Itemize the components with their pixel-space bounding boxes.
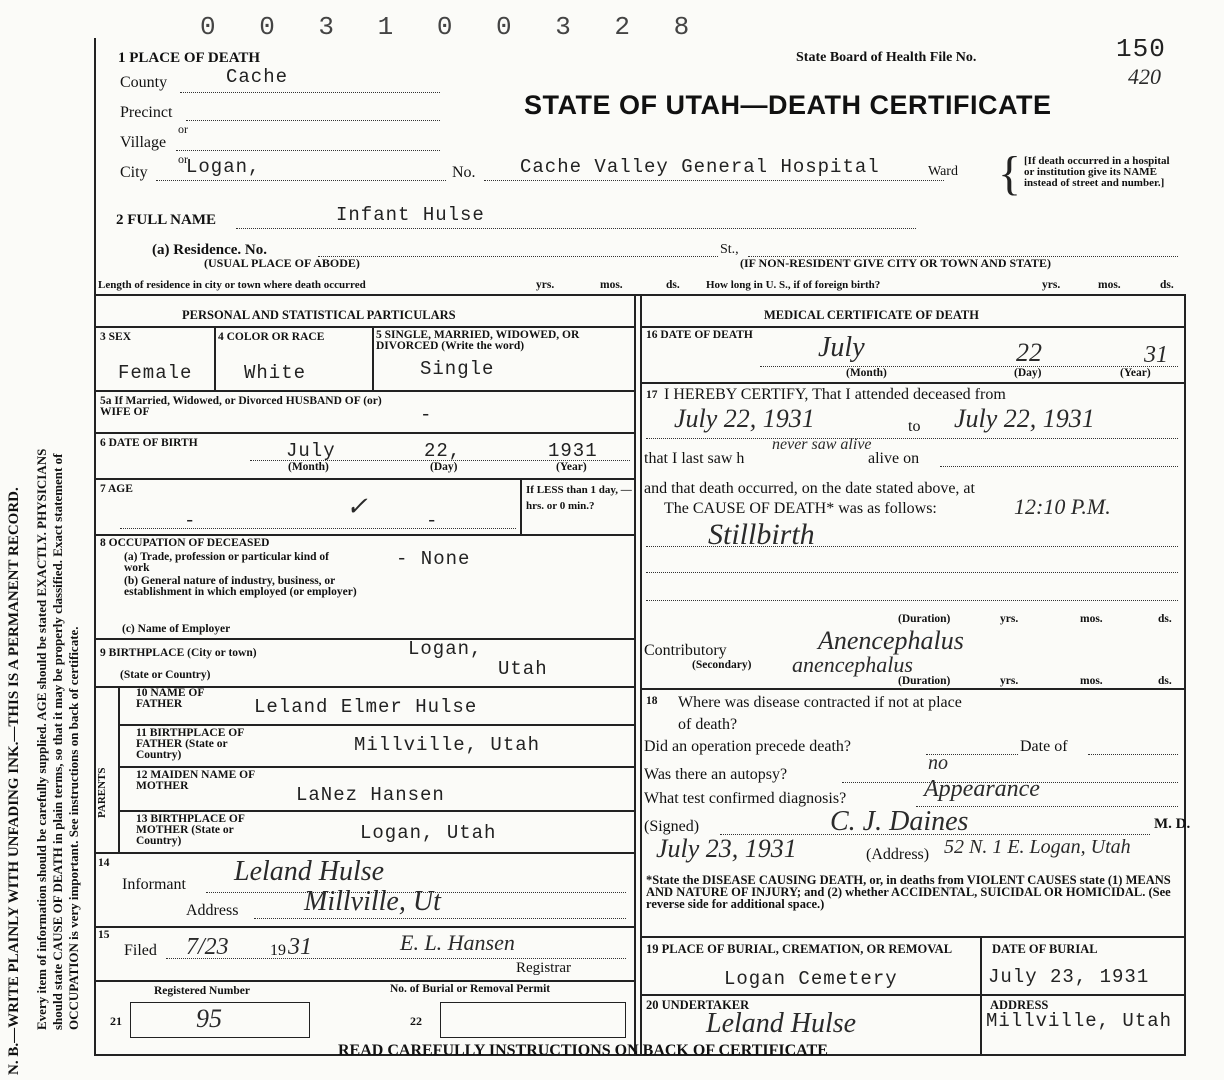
death-month: July [818, 332, 865, 363]
undertaker-address-label: ADDRESS [990, 998, 1049, 1012]
birthplace-state: Utah [498, 658, 548, 680]
less-than-label: If LESS than 1 day, — hrs. or 0 min.? [526, 484, 632, 512]
dob-label: 6 DATE OF BIRTH [100, 437, 198, 449]
no-label: No. [452, 164, 476, 181]
parents-label: PARENTS [96, 767, 108, 818]
how-long-label: How long in U. S., if of foreign birth? [706, 279, 881, 291]
place-heading: 1 PLACE OF DEATH [118, 50, 261, 66]
length-residence-label: Length of residence in city or town where death occurred [98, 279, 366, 291]
registered-number: 95 [196, 1004, 222, 1033]
full-name-label: 2 FULL NAME [116, 212, 217, 228]
disease-contracted-label: Where was disease contracted if not at place of death? [678, 694, 962, 733]
mother-name: LaNez Hansen [296, 784, 445, 806]
burial-date-label: DATE OF BURIAL [992, 942, 1098, 956]
filed-date: 7/23 [186, 934, 229, 960]
test-answer: Appearance [924, 776, 1040, 802]
burial-place: Logan Cemetery [724, 968, 898, 990]
brace-icon: { [998, 147, 1022, 200]
never-saw-note: never saw alive [772, 436, 872, 453]
spouse-label: 5a If Married, Widowed, or Divorced HUSBAND OF (or) WIFE OF [100, 395, 382, 418]
sex-value: Female [118, 362, 193, 384]
registrar-label: Registrar [516, 960, 571, 976]
file-no-handwritten: 420 [1128, 64, 1161, 89]
undertaker-label: 20 UNDERTAKER [646, 998, 750, 1012]
file-no-label: State Board of Health File No. [796, 50, 977, 65]
file-no-printed: 150 [1116, 34, 1166, 64]
undertaker-signature: Leland Hulse [706, 1008, 857, 1039]
attended-to: July 22, 1931 [954, 404, 1095, 433]
st-label: St., [720, 242, 739, 257]
dob-month: July [286, 440, 336, 462]
residence-label: (a) Residence. No. [152, 242, 267, 258]
registrar-signature: E. L. Hansen [400, 930, 515, 955]
certify-text: I HEREBY CERTIFY, That I attended deceased from [664, 386, 1006, 403]
full-name-value: Infant Hulse [336, 204, 485, 226]
dob-day: 22, [424, 440, 462, 462]
physician-signature: C. J. Daines [830, 806, 969, 837]
operation-label: Did an operation precede death? [644, 738, 852, 755]
last-saw-label: that I last saw h [644, 450, 745, 467]
nonresident-label: (IF NON-RESIDENT GIVE CITY OR TOWN AND STATE) [740, 256, 1052, 270]
age-label: 7 AGE [100, 483, 133, 495]
spouse-value: - [420, 404, 433, 426]
death-year: 31 [1144, 342, 1168, 368]
informant-signature: Leland Hulse [234, 856, 385, 887]
burial-label: 19 PLACE OF BURIAL, CREMATION, OR REMOVAL [646, 942, 953, 956]
occupation-label: 8 OCCUPATION OF DECEASED [100, 537, 270, 549]
county-value: Cache [226, 66, 289, 88]
footer-instructions: READ CAREFULLY INSTRUCTIONS ON BACK OF CERTIFICATE [338, 1042, 828, 1059]
time-of-death: 12:10 P.M. [1014, 494, 1111, 519]
informant-address: Millville, Ut [304, 886, 441, 917]
burial-date: July 23, 1931 [988, 966, 1150, 988]
mother-birthplace: Logan, Utah [360, 822, 497, 844]
filed-year: 31 [288, 934, 312, 960]
contributory-cause: Anencephalus [818, 626, 964, 655]
father-birthplace: Millville, Utah [354, 734, 541, 756]
county-label: County [120, 74, 168, 91]
physician-address: 52 N. 1 E. Logan, Utah [944, 836, 1131, 858]
margin-notice-3: should state CAUSE OF DEATH in plain terms, so that it may be properly classified. Exact statement of [50, 453, 65, 1030]
signed-label: (Signed) [644, 818, 700, 835]
margin-notice-1: N. B.—WRITE PLAINLY WITH UNFADING INK.—THIS IS A PERMANENT RECORD. [6, 487, 22, 1075]
father-name: Leland Elmer Hulse [254, 696, 478, 718]
informant-address-label: Address [186, 902, 239, 919]
city-label: City [120, 164, 148, 181]
age-mark: ✓ [346, 492, 368, 521]
ward-label: Ward [928, 164, 958, 179]
autopsy-answer: no [928, 752, 948, 774]
cause-value: Stillbirth [708, 518, 815, 551]
marital-label: 5 SINGLE, MARRIED, WIDOWED, OR DIVORCED (Write the word) [376, 329, 580, 352]
margin-notice-2: Every item of information should be carefully supplied. AGE should be stated EXACTLY. PHYSICIANS [34, 448, 49, 1030]
certificate-title: STATE OF UTAH—DEATH CERTIFICATE [524, 90, 1052, 120]
race-label: 4 COLOR OR RACE [218, 331, 325, 343]
sex-label: 3 SEX [100, 331, 131, 343]
cause-label: The CAUSE OF DEATH* was as follows: [664, 500, 937, 517]
birthplace-label: 9 BIRTHPLACE (City or town) [100, 647, 257, 659]
contributory-cause-2: anencephalus [792, 652, 913, 677]
institution-value: Cache Valley General Hospital [520, 156, 880, 178]
precinct-label: Precinct [120, 104, 173, 121]
village-label: Village [120, 134, 167, 151]
occupation-value: - None [396, 548, 471, 570]
margin-notice-4: OCCUPATION is very important. See instructions on back of certificate. [66, 626, 81, 1030]
race-value: White [244, 362, 307, 384]
occurred-label: and that death occurred, on the date stated above, at [644, 480, 975, 497]
city-value: Logan, [186, 156, 261, 178]
medical-heading: MEDICAL CERTIFICATE OF DEATH [764, 308, 979, 322]
marital-value: Single [420, 358, 495, 380]
cause-note: *State the DISEASE CAUSING DEATH, or, in deaths from VIOLENT CAUSES state (1) MEANS AND NATURE OF INJURY; and (2) whether ACCIDENTAL, SUICIDAL OR HOMICIDAL. (See reverse side for additional space.) [646, 873, 1171, 911]
contributory-label: Contributory [644, 642, 727, 659]
birthplace-city: Logan, [408, 638, 483, 660]
serial-number: 0 0 3 1 0 0 3 2 8 [200, 12, 704, 42]
death-day: 22 [1016, 338, 1042, 367]
personal-heading: PERSONAL AND STATISTICAL PARTICULARS [182, 308, 456, 322]
signed-date: July 23, 1931 [656, 834, 797, 863]
attended-from: July 22, 1931 [674, 404, 815, 433]
informant-label: Informant [122, 876, 186, 893]
test-label: What test confirmed diagnosis? [644, 790, 847, 807]
filed-label: Filed [124, 942, 157, 959]
usual-abode-label: (USUAL PLACE OF ABODE) [204, 256, 360, 270]
undertaker-address: Millville, Utah [986, 1010, 1173, 1032]
institution-note: [If death occurred in a hospital or institution give its NAME instead of street and number.] [1024, 155, 1170, 189]
autopsy-label: Was there an autopsy? [644, 766, 788, 783]
dob-year: 1931 [548, 440, 598, 462]
